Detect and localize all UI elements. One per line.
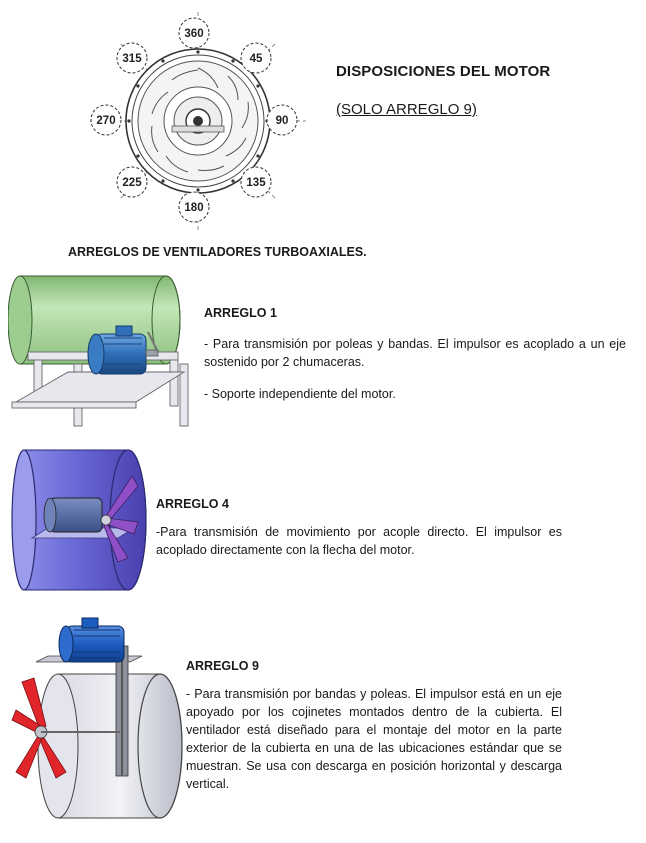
arrangement-1-title: ARREGLO 1 [204,306,277,320]
arrangement-4-title: ARREGLO 4 [156,497,229,511]
arrangement-4-description: -Para transmisión de movimiento por acople directo. El impulsor es acoplado directamente con la flecha del motor. [156,525,562,557]
arrangement-9-description: - Para transmisión por bandas y poleas. El impulsor está en un eje apoyado por los cojinetes montados dentro de la cubierta. El ventilador está diseñado para el montaje del motor en la parte exterior de la cubierta en una de las ubicaciones estándar que se muestran. Se usa con descarga en posición horizontal y descarga vertical. [186,687,562,791]
arrangement-1-description: - Para transmisión por poleas y bandas. El impulsor es acoplado a un eje sostenido por 2 chumaceras. [204,337,626,369]
arrangement-9-title: ARREGLO 9 [186,659,259,673]
position-label-90: 90 [275,115,289,127]
page-subtitle: (SOLO ARREGLO 9) [336,101,477,118]
position-label-270: 270 [96,115,116,127]
arrangement-9-illustration [10,612,185,830]
arrangement-1-illustration [8,272,198,434]
position-label-45: 45 [249,53,263,65]
position-label-360: 360 [184,28,204,40]
arrangement-4-illustration [10,446,150,596]
position-label-180: 180 [184,202,204,214]
position-label-315: 315 [122,53,142,65]
arrangement-1-note: - Soporte independiente del motor. [204,387,396,401]
section-heading: ARREGLOS DE VENTILADORES TURBOAXIALES. [68,245,367,259]
page-title: DISPOSICIONES DEL MOTOR [336,63,551,80]
motor-position-diagram [88,10,308,232]
position-label-135: 135 [246,177,266,189]
position-label-225: 225 [122,177,142,189]
